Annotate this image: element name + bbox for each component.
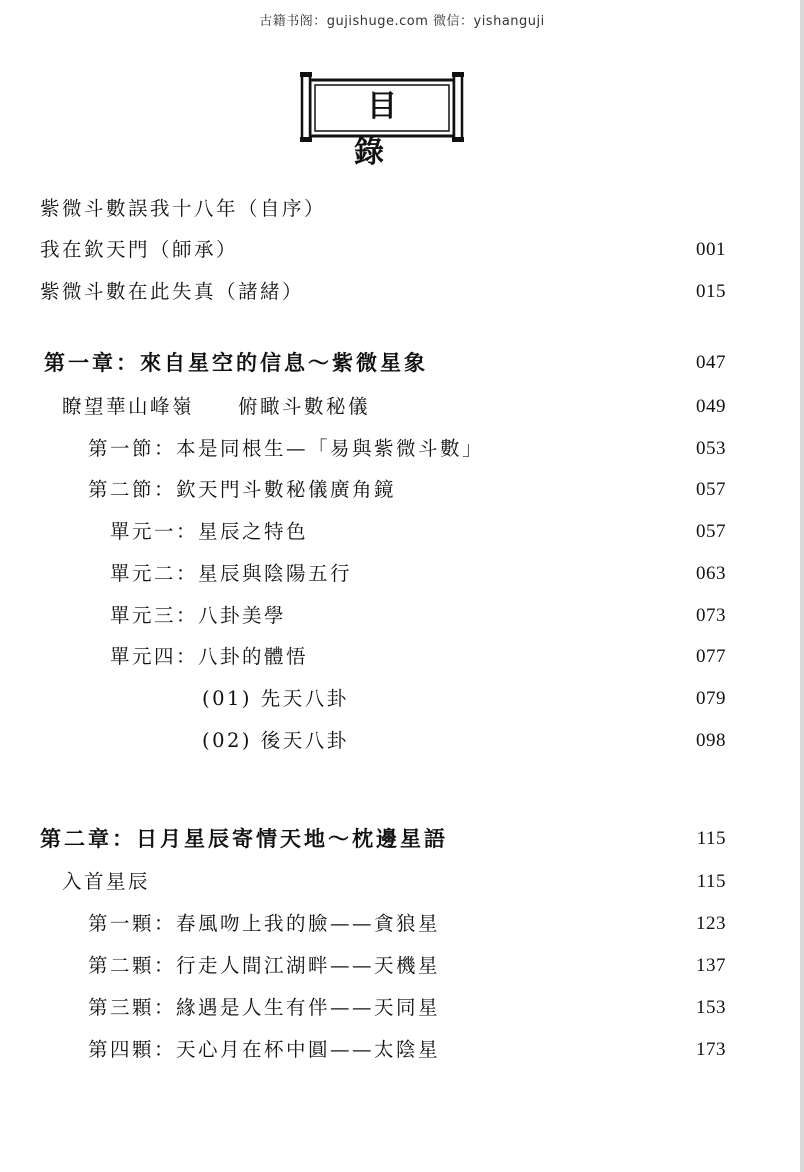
toc-entry-page: 115 xyxy=(696,828,726,849)
toc-entry xyxy=(0,683,804,715)
toc-entry xyxy=(0,516,804,548)
toc-entry-title: 第四顆：天心月在杯中圓——太陰星 xyxy=(88,1038,441,1061)
toc-entry-page: 115 xyxy=(696,871,726,892)
toc-entry-page: 079 xyxy=(696,688,726,709)
toc-entry-title: 我在欽天門（師承） xyxy=(40,238,239,261)
toc-entry-page: 015 xyxy=(696,281,726,302)
toc-chapter-heading xyxy=(0,347,804,379)
toc-entry xyxy=(0,433,804,465)
toc-entry-page: 077 xyxy=(696,646,726,667)
toc-entry-page: 073 xyxy=(696,605,726,626)
toc-entry xyxy=(0,950,804,982)
toc-entry xyxy=(0,558,804,590)
toc-entry-title: 單元一：星辰之特色 xyxy=(110,520,309,543)
title-scroll-frame xyxy=(300,72,464,170)
toc-entry-page: 098 xyxy=(696,730,726,751)
toc-entry-title: 單元四：八卦的體悟 xyxy=(110,645,309,668)
toc-entry-page: 173 xyxy=(696,1039,726,1060)
toc-entry xyxy=(0,725,804,757)
toc-entry-title: 第一顆：春風吻上我的臉——貪狼星 xyxy=(88,912,441,935)
toc-entry xyxy=(0,992,804,1024)
toc-entry-page: 053 xyxy=(696,438,726,459)
toc-entry xyxy=(0,276,804,308)
toc-entry-title: (01) 先天八卦 xyxy=(202,687,349,710)
toc-entry-title: 單元二：星辰與陰陽五行 xyxy=(110,562,353,585)
watermark-text: 古籍书阁：gujishuge.com 微信：yishanguji xyxy=(259,14,545,29)
toc-entry-title: (02) 後天八卦 xyxy=(202,729,349,752)
toc-entry-title: 第二顆：行走人間江湖畔——天機星 xyxy=(88,954,441,977)
toc-entry xyxy=(0,1034,804,1066)
toc-entry xyxy=(0,641,804,673)
toc-entry-title: 入首星辰 xyxy=(62,870,151,893)
toc-entry-page: 063 xyxy=(696,563,726,584)
toc-entry-page: 047 xyxy=(696,352,726,373)
toc-entry-title: 第一節：本是同根生—「易與紫微斗數」 xyxy=(88,437,485,460)
toc-entry-page: 001 xyxy=(696,239,726,260)
toc-entry-title: 紫微斗數在此失真（諸緒） xyxy=(40,280,305,303)
toc-entry-title: 第三顆：緣遇是人生有伴——天同星 xyxy=(88,996,441,1019)
toc-entry xyxy=(0,193,804,225)
toc-entry-page: 049 xyxy=(696,396,726,417)
toc-chapter-title: 第一章：來自星空的信息～紫微星象 xyxy=(44,350,428,375)
toc-entry-title: 瞭望華山峰嶺 俯瞰斗數秘儀 xyxy=(62,395,371,418)
toc-entry xyxy=(0,600,804,632)
page-title: 目 錄 xyxy=(354,89,423,170)
toc-entry-page: 057 xyxy=(696,479,726,500)
toc-entry xyxy=(0,474,804,506)
toc-entry-page: 153 xyxy=(696,997,726,1018)
toc-entry-page: 057 xyxy=(696,521,726,542)
toc-entry xyxy=(0,234,804,266)
toc-entry-title: 第二節：欽天門斗數秘儀廣角鏡 xyxy=(88,478,397,501)
toc-entry xyxy=(0,908,804,940)
toc-entry xyxy=(0,391,804,423)
toc-entry-title: 單元三：八卦美學 xyxy=(110,604,287,627)
toc-entry-title: 紫微斗數誤我十八年（自序） xyxy=(40,197,327,220)
toc-entry-page: 123 xyxy=(696,913,726,934)
toc-entry xyxy=(0,866,804,898)
toc-entry-page: 137 xyxy=(696,955,726,976)
toc-chapter-title: 第二章：日月星辰寄情天地～枕邊星語 xyxy=(40,826,448,851)
toc-chapter-heading xyxy=(0,823,804,855)
